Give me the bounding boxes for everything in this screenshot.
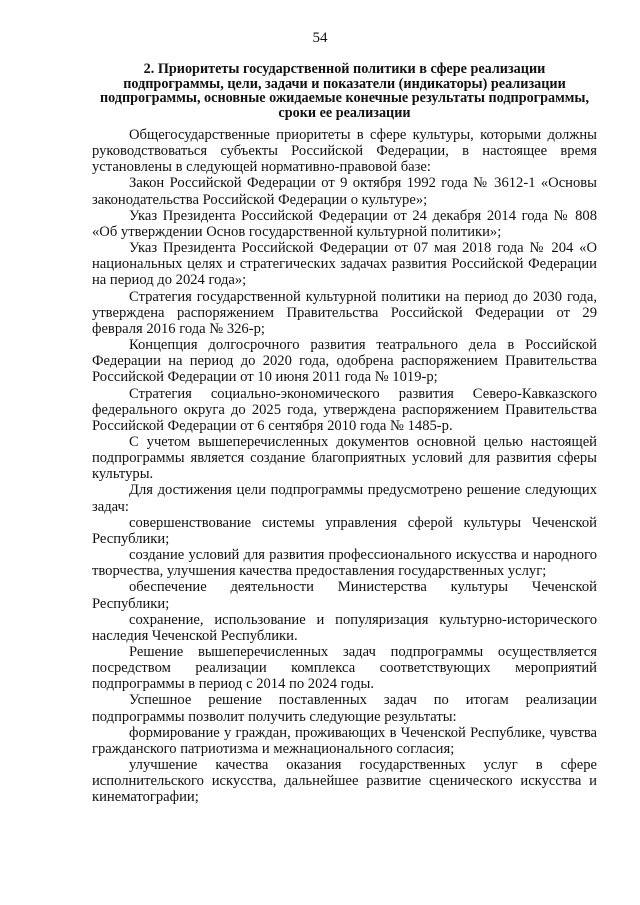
paragraph-north-caucasus-strategy: Стратегия социально-экономического развития Северо-Кавказского федерального округа до 2025 года, утверждена распоряжением Правительства Российской Федерации от 6 сентября 2010 года № 1485-р. <box>92 385 597 434</box>
paragraph-law-culture: Закон Российской Федерации от 9 октября 1992 года № 3612-1 «Основы законодательства Российской Федерации о культуре»; <box>92 175 597 208</box>
body-text <box>92 127 597 806</box>
paragraph-main-goal: С учетом вышеперечисленных документов основной целью настоящей подпрограммы является создание благоприятных условий для развития сферы культуры. <box>92 433 597 483</box>
paragraph-task-ministry: обеспечение деятельности Министерства культуры Чеченской Республики; <box>92 579 597 612</box>
paragraph-task-management: совершенствование системы управления сферой культуры Чеченской Республики; <box>92 514 597 547</box>
paragraph-task-heritage: сохранение, использование и популяризация культурно-исторического наследия Чеченской Республики. <box>92 611 597 644</box>
paragraph-theatre-concept: Концепция долгосрочного развития театрального дела в Российской Федерации на период до 2020 года, одобрена распоряжением Правительства Российской Федерации от 10 июня 2011 года № 1019-р; <box>92 337 597 386</box>
paragraph-implementation: Решение вышеперечисленных задач подпрограммы осуществляется посредством реализации комплекса соответствующих мероприятий подпрограммы в период с 2014 по 2024 годы. <box>92 644 597 693</box>
paragraph-strategy-2030: Стратегия государственной культурной политики на период до 2030 года, утверждена распоряжением Правительства Российской Федерации от 29 февраля 2016 года № 326-р; <box>92 288 597 337</box>
paragraph-task-conditions: создание условий для развития профессионального искусства и народного творчества, улучшения качества предоставления государственных услуг; <box>92 547 597 580</box>
paragraph-intro: Общегосударственные приоритеты в сфере культуры, которыми должны руководствоваться субъекты Российской Федерации, в настоящее время установлены в следующей нормативно-правовой базе: <box>92 127 597 176</box>
paragraph-results-intro: Успешное решение поставленных задач по итогам реализации подпрограммы позволит получить следующие результаты: <box>92 692 597 725</box>
paragraph-tasks-intro: Для достижения цели подпрограммы предусмотрено решение следующих задач: <box>92 482 597 515</box>
page-number: 54 <box>312 30 328 46</box>
paragraph-result-patriotism: формирование у граждан, проживающих в Чеченской Республике, чувства гражданского патриотизма и межнационального согласия; <box>92 724 597 757</box>
paragraph-decree-204: Указ Президента Российской Федерации от 07 мая 2018 года № 204 «О национальных целях и стратегических задачах развития Российской Федерации на период до 2024 года»; <box>92 240 597 289</box>
paragraph-decree-808: Указ Президента Российской Федерации от 24 декабря 2014 года № 808 «Об утверждении Основ государственной культурной политики»; <box>92 207 597 240</box>
section-heading: 2. Приоритеты государственной политики в сфере реализации подпрограммы, цели, задачи и показатели (индикаторы) реализации подпрограммы, основные ожидаемые конечные результаты подпрограммы, сроки ее реализации <box>99 61 590 121</box>
paragraph-result-services: улучшение качества оказания государственных услуг в сфере исполнительского искусства, дальнейшее развитие сценического искусства и кинематографии; <box>92 757 597 806</box>
